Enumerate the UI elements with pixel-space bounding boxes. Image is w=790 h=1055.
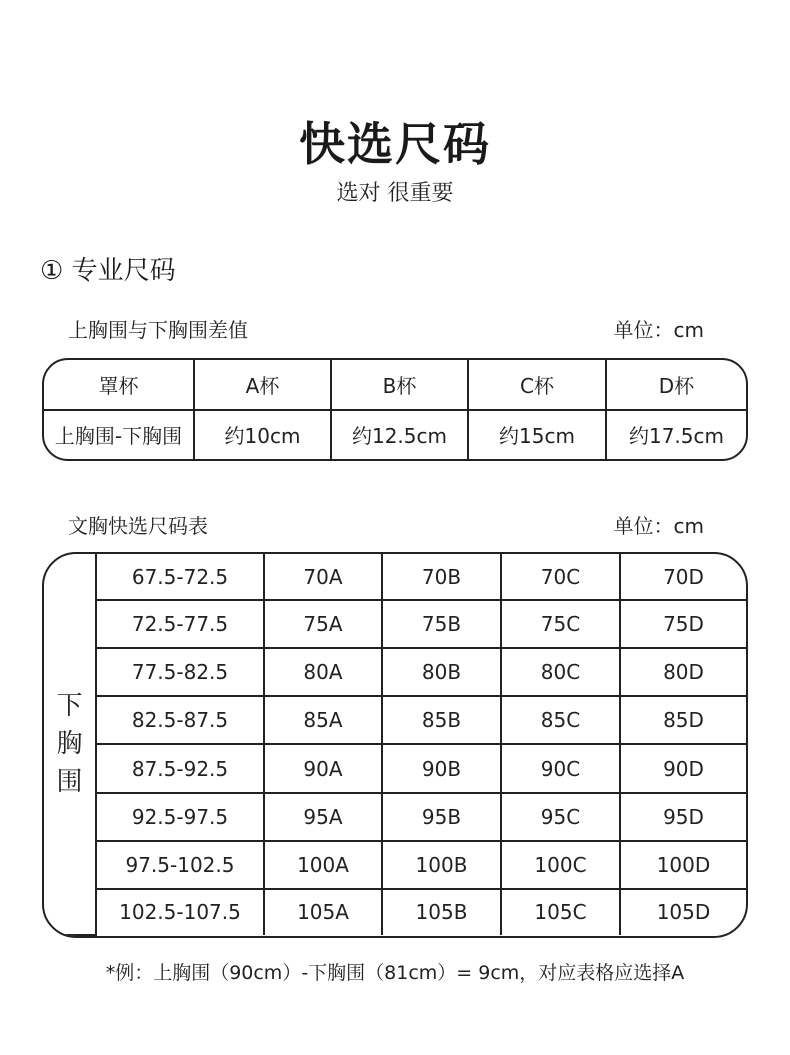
size-table-row — [44, 600, 746, 648]
size-cell: 80A — [264, 648, 382, 696]
page-subtitle: 选对 很重要 — [336, 181, 454, 206]
range-cell: 77.5-82.5 — [96, 648, 264, 696]
size-cell: 95B — [382, 793, 501, 841]
page-title: 快选尺码 — [299, 117, 491, 171]
size-cell: 90B — [382, 744, 501, 792]
size-cell: 100B — [382, 841, 501, 889]
size-cell: 95D — [620, 793, 746, 841]
value-cell-label: 上胸围-下胸围 — [44, 410, 194, 460]
size-cell: 80D — [620, 648, 746, 696]
size-table-row — [44, 889, 746, 935]
side-label-char: 围 — [56, 767, 83, 797]
size-cell: 105D — [620, 889, 746, 935]
difference-table-unit: 单位：cm — [613, 318, 704, 342]
size-cell: 105C — [501, 889, 620, 935]
value-cell-a: 约10cm — [194, 410, 331, 460]
size-cell: 70C — [501, 554, 620, 600]
difference-table — [42, 358, 748, 461]
size-cell: 75C — [501, 600, 620, 648]
size-table-unit: 单位：cm — [613, 514, 704, 538]
size-table-row — [44, 744, 746, 792]
size-table-row — [44, 554, 746, 600]
size-cell: 75B — [382, 600, 501, 648]
size-cell: 105B — [382, 889, 501, 935]
size-cell: 80B — [382, 648, 501, 696]
range-cell: 82.5-87.5 — [96, 696, 264, 744]
section-heading: ① 专业尺码 — [40, 256, 176, 286]
size-cell: 85C — [501, 696, 620, 744]
range-cell: 87.5-92.5 — [96, 744, 264, 792]
size-cell: 85B — [382, 696, 501, 744]
range-cell: 72.5-77.5 — [96, 600, 264, 648]
size-cell: 70D — [620, 554, 746, 600]
size-cell: 85D — [620, 696, 746, 744]
header-cell-b: B杯 — [331, 360, 468, 410]
size-table-row — [44, 696, 746, 744]
size-cell: 70A — [264, 554, 382, 600]
size-cell: 95A — [264, 793, 382, 841]
size-cell: 90A — [264, 744, 382, 792]
size-cell: 105A — [264, 889, 382, 935]
size-table — [42, 552, 748, 938]
size-cell: 100C — [501, 841, 620, 889]
size-cell: 95C — [501, 793, 620, 841]
size-table-caption: 文胸快选尺码表 — [68, 514, 208, 538]
size-cell: 90C — [501, 744, 620, 792]
range-cell: 67.5-72.5 — [96, 554, 264, 600]
range-cell: 97.5-102.5 — [96, 841, 264, 889]
size-cell: 75D — [620, 600, 746, 648]
size-table-row — [44, 648, 746, 696]
difference-table-caption: 上胸围与下胸围差值 — [68, 318, 248, 342]
size-cell: 85A — [264, 696, 382, 744]
value-cell-b: 约12.5cm — [331, 410, 468, 460]
size-cell: 70B — [382, 554, 501, 600]
header-cell-c: C杯 — [468, 360, 606, 410]
difference-header-row — [44, 360, 746, 410]
header-cell-d: D杯 — [606, 360, 746, 410]
header-cell-cup: 罩杯 — [44, 360, 194, 410]
value-cell-d: 约17.5cm — [606, 410, 746, 460]
range-cell: 92.5-97.5 — [96, 793, 264, 841]
range-cell: 102.5-107.5 — [96, 889, 264, 935]
size-cell: 75A — [264, 600, 382, 648]
side-label-underbust — [44, 554, 96, 935]
size-cell: 80C — [501, 648, 620, 696]
size-cell: 100D — [620, 841, 746, 889]
size-cell: 100A — [264, 841, 382, 889]
difference-value-row — [44, 410, 746, 460]
size-table-row — [44, 841, 746, 889]
header-cell-a: A杯 — [194, 360, 331, 410]
size-table-row — [44, 793, 746, 841]
example-footnote: *例：上胸围（90cm）-下胸围（81cm）= 9cm，对应表格应选择A — [105, 962, 685, 984]
value-cell-c: 约15cm — [468, 410, 606, 460]
side-label-char: 胸 — [56, 729, 83, 759]
side-label-char: 下 — [56, 691, 83, 721]
size-cell: 90D — [620, 744, 746, 792]
